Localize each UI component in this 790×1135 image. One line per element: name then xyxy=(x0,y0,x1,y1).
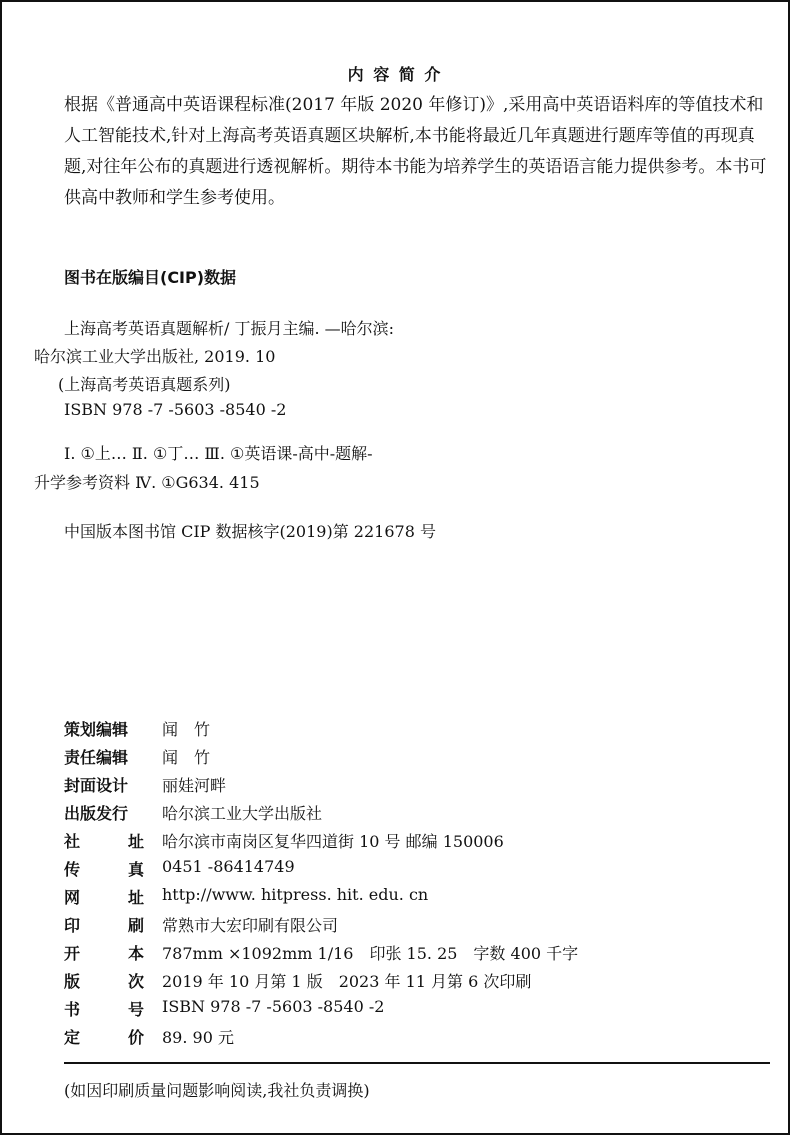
credit-label: 印 刷 xyxy=(64,916,144,935)
cip-line: 升学参考资料 Ⅳ. ①G634. 415 xyxy=(34,473,260,492)
credit-value: 哈尔滨市南岗区复华四道街 10 号 邮编 150006 xyxy=(162,832,504,851)
footnote: (如因印刷质量问题影响阅读,我社负责调换) xyxy=(64,1081,370,1100)
credit-value: 哈尔滨工业大学出版社 xyxy=(162,804,323,823)
credit-label: 责任编辑 xyxy=(64,748,129,767)
cip-line: 上海高考英语真题解析/ 丁振月主编. —哈尔滨: xyxy=(64,319,395,338)
cip-line: ISBN 978 -7 -5603 -8540 -2 xyxy=(64,400,287,419)
credit-label: 定 价 xyxy=(64,1028,144,1047)
cip-heading: 图书在版编目(CIP)数据 xyxy=(64,268,237,287)
credit-value: 丽娃河畔 xyxy=(162,776,227,795)
credit-value: 89. 90 元 xyxy=(162,1028,234,1047)
credit-label: 出版发行 xyxy=(64,804,129,823)
page-title: 内 容 简 介 xyxy=(347,65,443,84)
credit-value: 2019 年 10 月第 1 版 2023 年 11 月第 6 次印刷 xyxy=(162,972,532,991)
credit-value: 787mm ×1092mm 1/16 印张 15. 25 字数 400 千字 xyxy=(162,944,579,963)
intro-paragraph xyxy=(64,90,774,214)
credit-label: 书 号 xyxy=(64,1000,144,1019)
credit-value: 闻 竹 xyxy=(162,748,211,767)
credit-label: 传 真 xyxy=(64,860,144,879)
credit-label: 社 址 xyxy=(64,832,144,851)
credit-label: 封面设计 xyxy=(64,776,129,795)
credit-value: 闻 竹 xyxy=(162,720,211,739)
credit-label: 网 址 xyxy=(64,888,144,907)
credit-label: 开 本 xyxy=(64,944,144,963)
cip-line: 中国版本图书馆 CIP 数据核字(2019)第 221678 号 xyxy=(64,522,436,541)
credit-label: 版 次 xyxy=(64,972,144,991)
cip-line: (上海高考英语真题系列) xyxy=(58,375,231,394)
cip-line: Ⅰ. ①上… Ⅱ. ①丁… Ⅲ. ①英语课-高中-题解- xyxy=(64,444,373,463)
divider xyxy=(64,1062,770,1064)
credit-label: 策划编辑 xyxy=(64,720,129,739)
credit-value: ISBN 978 -7 -5603 -8540 -2 xyxy=(162,997,385,1016)
credit-value: 0451 -86414749 xyxy=(162,857,295,876)
cip-line: 哈尔滨工业大学出版社, 2019. 10 xyxy=(34,347,276,366)
intro-text: 根据《普通高中英语课程标准(2017 年版 2020 年修订)》,采用高中英语语料库的等值技术和人工智能技术,针对上海高考英语真题区块解析,本书能将最近几年真题进行题库等值的再现真题,对往年公布的真题进行透视解析。期待本书能为培养学生的英语语言能力提供参考。本书可供高中教师和学生参考使用。 xyxy=(64,95,767,208)
credit-value: 常熟市大宏印刷有限公司 xyxy=(162,916,339,935)
credit-value: http://www. hitpress. hit. edu. cn xyxy=(162,885,429,904)
